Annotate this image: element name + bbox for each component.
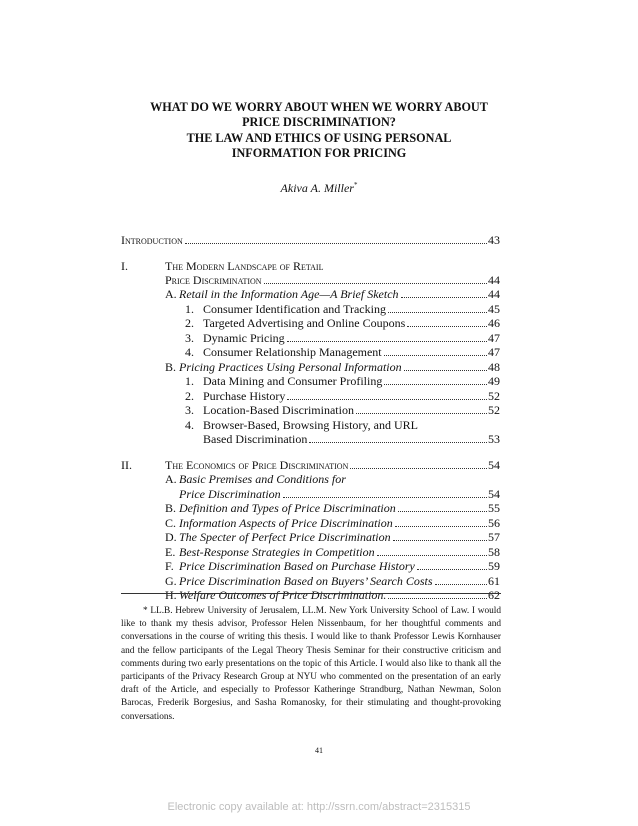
toc-row[interactable] — [121, 258, 500, 273]
toc-marker: 1. — [185, 374, 194, 388]
toc-label: The Specter of Perfect Price Discrimination — [179, 530, 391, 544]
toc-label: The Economics of Price Discrimination — [165, 457, 349, 472]
title-line: PRICE DISCRIMINATION? — [242, 115, 396, 130]
toc-page: 44 — [488, 287, 500, 301]
toc-leader — [283, 496, 487, 498]
toc-label: Data Mining and Consumer Profiling — [203, 374, 383, 388]
toc-marker: D. — [165, 530, 177, 544]
toc-row[interactable] — [203, 432, 500, 447]
title-line: WHAT DO WE WORRY ABOUT WHEN WE WORRY ABOUT — [150, 100, 488, 114]
toc-leader — [417, 568, 487, 570]
toc-leader — [388, 597, 487, 599]
title-line: THE LAW AND ETHICS OF USING PERSONAL — [186, 130, 452, 145]
toc-label: Location-Based Discrimination — [203, 403, 354, 417]
toc-label: The Modern Landscape of Retail — [165, 258, 324, 273]
toc-marker: 2. — [185, 316, 194, 330]
toc-label: Price Discrimination — [165, 272, 262, 287]
toc-row[interactable] — [185, 388, 500, 403]
toc-leader — [264, 282, 487, 284]
toc-leader — [395, 525, 487, 527]
toc-row[interactable] — [165, 530, 500, 545]
toc-label: Consumer Identification and Tracking — [203, 301, 386, 316]
toc-row[interactable] — [165, 501, 500, 516]
toc-label: Welfare Outcomes of Price Discrimination. — [179, 588, 387, 602]
toc-row[interactable] — [185, 301, 500, 316]
toc-leader — [287, 398, 487, 400]
toc-page: 62 — [488, 588, 500, 602]
toc-page: 56 — [488, 515, 500, 530]
toc-label: Dynamic Pricing — [203, 330, 285, 345]
toc-page: 57 — [488, 530, 500, 544]
toc-leader — [309, 441, 487, 443]
toc-label: Price Discrimination Based on Purchase History — [179, 559, 415, 573]
toc-leader — [350, 467, 487, 469]
toc-marker: II. — [121, 457, 132, 472]
toc-page: 54 — [488, 457, 500, 472]
toc-row[interactable] — [165, 573, 500, 588]
toc-row[interactable] — [185, 316, 500, 331]
toc-row[interactable] — [185, 330, 500, 345]
toc-page: 46 — [488, 316, 500, 330]
toc-row[interactable] — [165, 272, 500, 287]
toc-page: 44 — [488, 272, 500, 287]
toc-label: Price Discrimination Based on Buyers’ Search Costs — [179, 573, 433, 588]
toc-marker: 1. — [185, 301, 194, 316]
toc-marker: F. — [165, 559, 174, 573]
toc-leader — [401, 296, 487, 298]
toc-leader — [404, 369, 487, 371]
toc-row[interactable] — [185, 374, 500, 389]
footnote-text: * LL.B. Hebrew University of Jerusalem, LL.M. New York University School of Law. I would like to thank my thesis advisor, Professor Helen Nissenbaum, for her thoughtful comments and conversations in the course of writing this thesis. I would like to thank Professor Lewis Kornhauser and the fellow participants of the Legal Theory Thesis Seminar for their constructive criticism and comments during two early presentations on the topic of this Article. I would also like to thank all the participants of the Privacy Research Group at NYU who commented on the presentation of an early draft of the Article, and especially to Professor Katheringe Strandburg, Nathan Newman, Solon Barocas, Frederik Borgesius, and Sasha Romanosky, for their stimulating and thought-provoking conversations. — [121, 606, 501, 722]
toc-label: Based Discrimination — [203, 432, 308, 446]
toc-page: 47 — [488, 345, 500, 359]
toc-marker: 3. — [185, 330, 194, 345]
toc-page: 43 — [488, 232, 500, 247]
footnote-rule — [121, 593, 501, 594]
toc-page: 52 — [488, 403, 500, 417]
page-number: 41 — [315, 746, 323, 755]
toc-leader — [393, 539, 487, 541]
toc-label: Targeted Advertising and Online Coupons — [203, 316, 406, 330]
toc-marker: C. — [165, 515, 177, 530]
toc-leader — [356, 412, 487, 414]
toc-leader — [377, 554, 487, 556]
toc-marker: A. — [165, 287, 177, 301]
toc-marker: G. — [165, 573, 177, 588]
toc-marker: 4. — [185, 345, 194, 359]
toc-marker: B. — [165, 359, 177, 374]
toc-label: Browser-Based, Browsing History, and URL — [203, 417, 418, 432]
toc-leader — [407, 325, 487, 327]
toc-page: 59 — [488, 559, 500, 573]
toc-page: 48 — [488, 359, 500, 374]
toc-row[interactable] — [185, 345, 500, 360]
toc-label: Retail in the Information Age—A Brief Sketch — [179, 287, 399, 301]
toc-label: Basic Premises and Conditions for — [179, 472, 346, 486]
toc-row[interactable] — [179, 486, 500, 501]
toc-marker: B. — [165, 501, 177, 515]
toc-leader — [398, 510, 487, 512]
author-footnote-mark: * — [353, 181, 358, 189]
toc-page: 61 — [488, 573, 500, 588]
toc-page: 47 — [488, 330, 500, 345]
toc-marker: 3. — [185, 403, 194, 417]
author-name: Akiva A. Miller — [280, 181, 354, 195]
ssrn-watermark: Electronic copy available at: http://ssrn.com/abstract=2315315 — [167, 801, 471, 813]
toc-row[interactable] — [165, 287, 500, 302]
toc-page: 58 — [488, 544, 500, 559]
toc-label: Information Aspects of Price Discrimination — [179, 515, 393, 530]
toc-page: 52 — [488, 388, 500, 403]
toc-leader — [185, 242, 487, 244]
toc-leader — [388, 311, 487, 313]
toc-leader — [384, 354, 487, 356]
toc-marker: H. — [165, 588, 177, 602]
toc-marker: 2. — [185, 388, 194, 403]
toc-page: 45 — [488, 301, 500, 316]
toc-row[interactable] — [185, 403, 500, 418]
toc-marker: I. — [121, 258, 128, 273]
toc-row[interactable] — [121, 457, 500, 472]
toc-marker: A. — [165, 472, 177, 486]
toc-row[interactable] — [185, 417, 500, 432]
toc-label: Definition and Types of Price Discrimination — [179, 501, 396, 515]
toc-page: 49 — [488, 374, 500, 388]
toc-row[interactable] — [165, 515, 500, 530]
toc-marker: E. — [165, 544, 176, 559]
toc-row[interactable] — [121, 232, 500, 247]
toc-label: Purchase History — [203, 388, 286, 403]
footnote — [121, 605, 501, 724]
toc-row[interactable] — [165, 588, 500, 603]
toc-page: 53 — [488, 432, 500, 446]
toc-label: Introduction — [121, 232, 183, 247]
toc-marker: 4. — [185, 417, 194, 432]
toc-leader — [435, 583, 487, 585]
toc-label: Best-Response Strategies in Competition — [179, 544, 375, 559]
toc-row[interactable] — [165, 544, 500, 559]
toc-leader — [384, 383, 487, 385]
toc-label: Consumer Relationship Management — [203, 345, 382, 359]
toc-page: 55 — [488, 501, 500, 515]
toc-row[interactable] — [165, 472, 500, 487]
toc-leader — [287, 340, 487, 342]
toc-row[interactable] — [165, 559, 500, 574]
toc-label: Pricing Practices Using Personal Information — [179, 359, 402, 374]
toc-page: 54 — [488, 486, 500, 501]
toc-row[interactable] — [165, 359, 500, 374]
toc-label: Price Discrimination — [179, 486, 281, 501]
title-line: INFORMATION FOR PRICING — [231, 146, 407, 161]
